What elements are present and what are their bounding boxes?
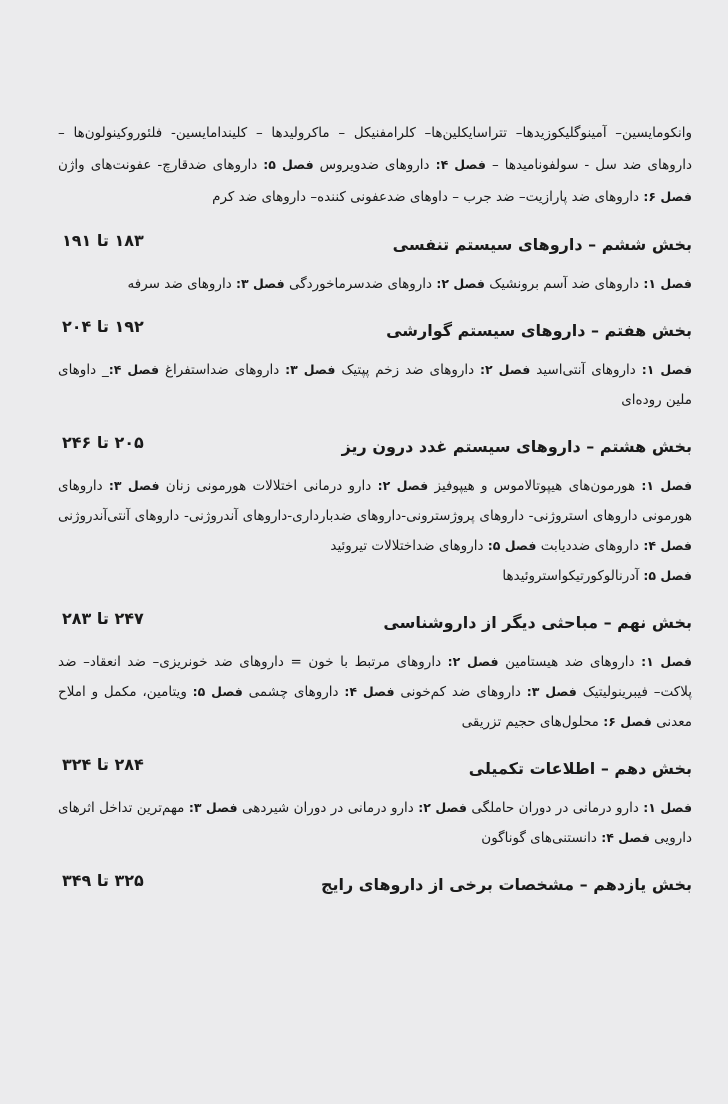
section-header — [58, 755, 692, 793]
chapter-label: فصل ۶: — [603, 714, 652, 729]
chapter-list — [58, 471, 692, 561]
chapter-text: داروهای ضد هیستامین — [498, 654, 642, 670]
intro-text: داروهای ضدقارچ- عفونت‌های — [90, 157, 264, 173]
chapter-label: فصل ۶: — [643, 189, 692, 204]
chapter-text: محلول‌های حجیم تزریقی — [461, 714, 604, 730]
section-title: بخش هفتم – داروهای سیستم گوارشی — [386, 321, 692, 340]
chapter-text: آدرنالوکورتیکواستروئیدها — [502, 568, 644, 584]
chapter-text: داروهای ضد سرفه — [127, 276, 237, 292]
chapter-label: فصل ۳: — [285, 362, 336, 377]
chapter-text: داروهای هورمونی داروهای استروژنی- داروهای پروژسترونی-داروهای ضدبارداری-داروهای آندروژنی- داروهای آنتی‌آندروژنی — [58, 478, 692, 524]
chapter-label: فصل ۵: — [263, 157, 314, 172]
table-of-contents — [58, 118, 692, 909]
section-header — [58, 317, 692, 355]
chapter-text: _ داوهای ملین روده‌ای — [58, 362, 692, 408]
chapter-text: داروهای مرتبط با خون = داروهای ضد خونریزی– ضد انعقاد– ضد پلاکت– فیبرینولیتیک — [58, 654, 693, 700]
chapter-label: فصل ۴: — [601, 830, 650, 845]
chapter-text: دانستنی‌های گوناگون — [481, 830, 602, 846]
chapter-text: هورمون‌های هیپوتالاموس و هیپوفیز — [428, 478, 642, 494]
chapter-label: فصل ۳: — [236, 276, 285, 291]
section-header — [58, 231, 692, 269]
section-page-range: ۲۰۵ تا ۲۴۶ — [62, 433, 144, 452]
chapter-label: فصل ۵: — [643, 568, 692, 583]
chapter-label: فصل ۳: — [108, 478, 160, 493]
intro-text: داروهای ضدویروس — [313, 157, 436, 173]
chapter-text: ویتامین، مکمل و املاح معدنی — [58, 684, 692, 730]
intro-line: وانکومایسین– آمینوگلیکوزیدها– تتراسایکلین‌ها– کلرامفنیکل – ماکرولیدها – کلیندامایسین- فلئوروکینولون‌ها — [73, 125, 692, 141]
chapter-text: داروهای ضدسرماخوردگی — [284, 276, 437, 292]
chapter-list — [58, 561, 692, 591]
chapter-list — [58, 647, 692, 737]
section-page-range: ۳۲۵ تا ۳۴۹ — [62, 871, 144, 890]
chapter-text: داروهای ضددیابت — [536, 538, 644, 554]
section-title: بخش ششم – داروهای سیستم تنفسی — [392, 235, 692, 254]
section-page-range: ۲۴۷ تا ۲۸۳ — [62, 609, 144, 628]
chapter-label: فصل ۵: — [487, 538, 537, 553]
chapter-label: فصل ۲: — [418, 800, 467, 815]
chapter-label: فصل ۵: — [192, 684, 243, 699]
chapter-label: فصل ۱: — [643, 276, 692, 291]
section-title: بخش هشتم – داروهای سیستم غدد درون ریز — [341, 437, 692, 456]
chapter-text: داروهای چشمی — [242, 684, 345, 700]
chapter-label: فصل ۳: — [188, 800, 238, 815]
chapter-text: داروهای ضد آسم برونشیک — [485, 276, 644, 292]
section-title: بخش دهم – اطلاعات تکمیلی — [468, 759, 692, 778]
chapter-label: فصل ۴: — [344, 684, 395, 699]
section-header — [58, 433, 692, 471]
chapter-label: فصل ۱: — [643, 800, 693, 815]
chapter-text: مهم‌ترین تداخل اثرهای دارویی — [58, 800, 692, 846]
sections-list — [58, 231, 692, 909]
chapter-list — [58, 269, 692, 299]
section-page-range: ۲۸۴ تا ۳۲۴ — [62, 755, 144, 774]
chapter-text: داروهای ضد زخم پپتیک — [335, 362, 481, 378]
intro-paragraph — [58, 118, 692, 213]
chapter-text: دارو درمانی در دوران شیردهی — [237, 800, 419, 816]
intro-text: – داروهای ضد سل - سولفونامیدها – — [58, 125, 693, 173]
chapter-label: فصل ۱: — [641, 654, 692, 669]
intro-text: داروهای ضد پارازیت– ضد جرب – داوهای ضدعفونی کننده– داروهای ضد کرم — [212, 189, 644, 205]
section-header — [58, 609, 692, 647]
chapter-list — [58, 793, 692, 853]
section-header — [58, 871, 692, 909]
section-page-range: ۱۹۲ تا ۲۰۴ — [62, 317, 144, 336]
chapter-label: فصل ۴: — [108, 362, 160, 377]
chapter-label: فصل ۱: — [641, 362, 693, 377]
intro-text: واژن — [58, 157, 85, 173]
section-page-range: ۱۸۳ تا ۱۹۱ — [62, 231, 144, 250]
chapter-text: داروهای ضداستفراغ — [159, 362, 286, 378]
chapter-label: فصل ۳: — [526, 684, 577, 699]
chapter-text: دارو درمانی در دوران حاملگی — [467, 800, 644, 816]
chapter-label: فصل ۱: — [641, 478, 693, 493]
chapter-label: فصل ۴: — [435, 157, 486, 172]
chapter-text: داروهای آنتی‌اسید — [530, 362, 642, 378]
chapter-text: دارو درمانی اختلالات هورمونی زنان — [159, 478, 378, 494]
chapter-label: فصل ۴: — [643, 538, 692, 553]
chapter-text: داروهای ضد کم‌خونی — [394, 684, 527, 700]
chapter-text: داروهای ضداختلالات تیروئید — [330, 538, 488, 554]
section-title: بخش نهم – مباحثی دیگر از داروشناسی — [383, 613, 692, 632]
chapter-label: فصل ۲: — [377, 478, 429, 493]
chapter-label: فصل ۲: — [436, 276, 485, 291]
chapter-list — [58, 355, 692, 415]
chapter-label: فصل ۲: — [480, 362, 531, 377]
section-title: بخش یازدهم – مشخصات برخی از داروهای رایج — [320, 875, 692, 894]
chapter-label: فصل ۲: — [447, 654, 499, 669]
